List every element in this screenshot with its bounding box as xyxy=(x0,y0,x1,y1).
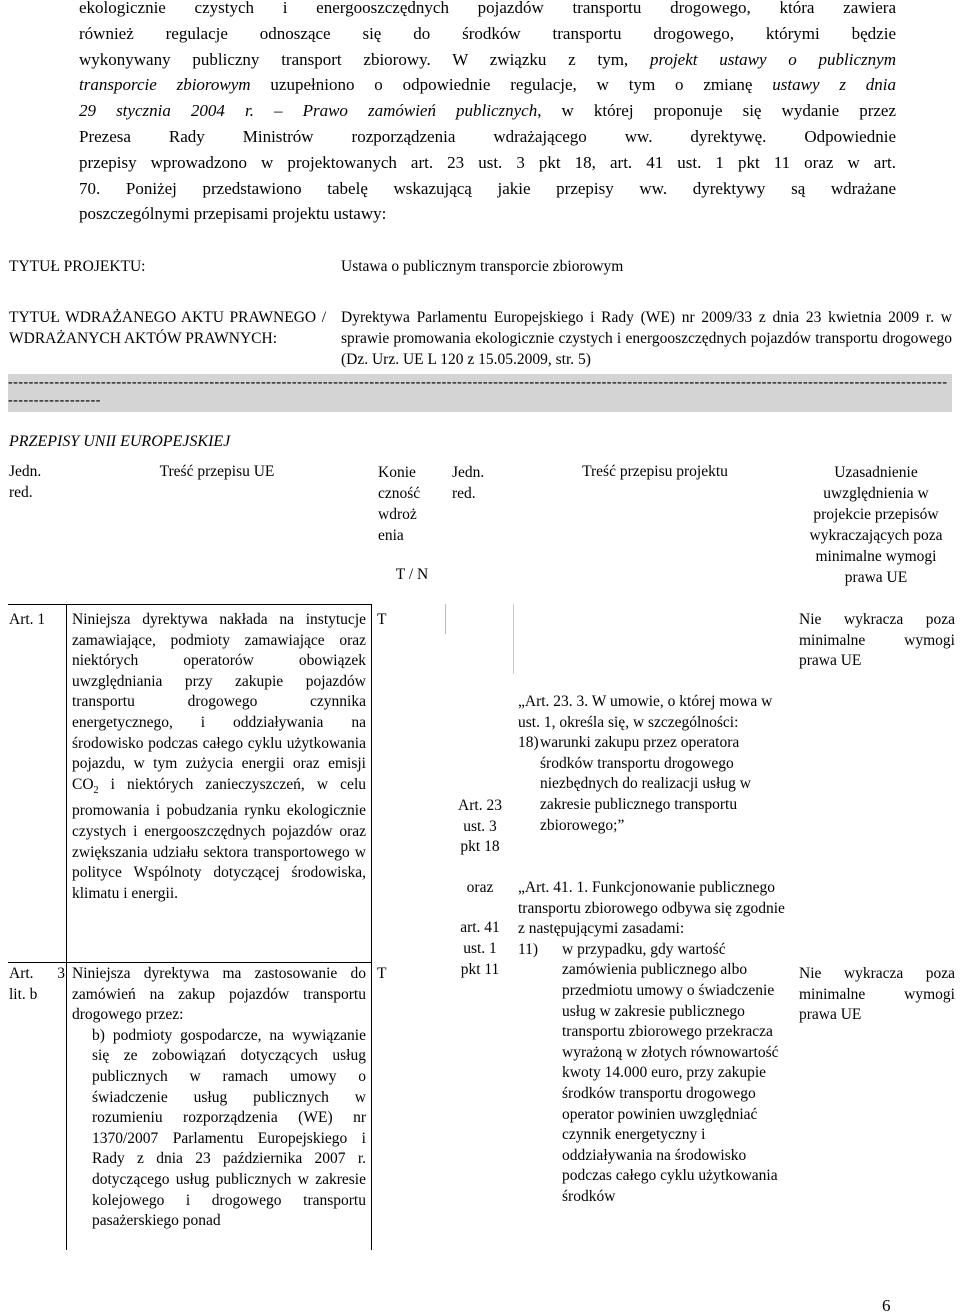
section-title: PRZEPISY UNII EUROPEJSKIEJ xyxy=(9,433,231,450)
proj-text-art41: „Art. 41. 1. Funkcjonowanie publicznego transportu zbiorowego odbywa się zgodnie z następującymi zasadami: 11) w przypadku, gdy wartość zamówienia publicznego albo przedmiotu umowy o świadczenie usług w zakresie publicznego transportu zbiorowego przekracza wyrażoną w złotych równowartość kwoty 14.000 euro, przy zakupie środków transportu drogowego operator powinien uwzględniać czynnik energetyczny i oddziaływania na środowisko podczas całego cyklu użytkowania środków xyxy=(518,879,785,1205)
row2-eu-text-item: b) podmioty gospodarcze, na wywiązanie się ze zobowiązań dotyczących usług publicznych w ramach umowy o świadczenie usług publicznych w rozumieniu rozporządzenia (WE) nr 1370/2007 Parlamentu Europejskiego i Rady z dnia 23 października 2007 r. dotyczącego usług publicznych w zakresie kolejowego i drogowego transportu pasażerskiego ponad xyxy=(92,1026,366,1230)
table-border xyxy=(371,605,372,1250)
intro-line: Prezesa Rady Ministrów rozporządzenia wdrażającego ww. dyrektywę. Odpowiednie xyxy=(79,126,896,146)
row1-need: T xyxy=(377,611,387,628)
row2-eu-text-intro: Niniejsza dyrektywa ma zastosowanie do zamówień na zakup pojazdów transportu drogowego przez: xyxy=(72,965,366,1024)
intro-line: 70. Poniżej przedstawiono tabelę wskazującą jakie przepisy ww. dyrektywy są wdrażane xyxy=(79,178,896,198)
act-title-value: Dyrektywa Parlamentu Europejskiego i Rady (WE) nr 2009/33 z dnia 23 kwietnia 2009 r. w sprawie promowania ekologicznie czystych i energooszczędnych pojazdów transportu drogowego (Dz. Urz. UE L 120 z 15.05.2009, str. 5) xyxy=(341,309,952,368)
col-header-necessity: Konie czność wdroż enia xyxy=(378,464,421,544)
table-border xyxy=(8,962,372,963)
col-header-unit: Jedn. red. xyxy=(9,463,42,501)
row2-unit: Art. 3 lit. b xyxy=(9,965,65,1003)
act-title-label: TYTUŁ WDRAŻANEGO AKTU PRAWNEGO / WDRAŻANYCH AKTÓW PRAWNYCH: xyxy=(9,309,326,347)
intro-line: ekologicznie czystych i energooszczędnych pojazdów transportu drogowego, która zawiera xyxy=(79,0,896,17)
separator-bar: -------------------------------------------------------------------------------------------------------------------------------------------------------------------------------------------------------- xyxy=(8,374,952,412)
intro-line: przepisy wprowadzono w projektowanych art. 23 ust. 3 pkt 18, art. 41 ust. 1 pkt 11 oraz w art. xyxy=(79,152,896,172)
row1-unit: Art. 1 xyxy=(9,611,46,628)
col-header-proj-text: Treść przepisu projektu xyxy=(582,463,728,480)
proj-text-art23: „Art. 23. 3. W umowie, o której mowa w ust. 1, określa się, w szczególności: 18) warunki zakupu przez operatora środków transportu drogowego niezbędnych do realizacji usług w zakresie publicznego transportu zbiorowego;” xyxy=(518,693,773,834)
table-border xyxy=(8,604,372,605)
col-header-tn: T / N xyxy=(395,566,429,583)
row2-need: T xyxy=(377,965,387,982)
proj-unit: Art. 23 ust. 3 pkt 18 oraz art. 41 ust. 1 pkt 11 xyxy=(458,797,502,978)
table-border xyxy=(513,604,514,674)
project-title-value: Ustawa o publicznym transporcie zbiorowym xyxy=(341,258,624,275)
table-border xyxy=(66,605,67,1250)
intro-paragraph xyxy=(79,0,896,227)
row1-justification: Nie wykracza poza minimalne wymogi prawa UE xyxy=(799,611,955,670)
intro-line: 29 stycznia 2004 r. – Prawo zamówień publicznych, w której proponuje się wydanie przez xyxy=(79,101,896,121)
col-header-eu-text: Treść przepisu UE xyxy=(159,463,275,480)
intro-line: poszczególnymi przepisami projektu ustawy: xyxy=(79,204,387,224)
intro-line: wykonywany publiczny transport zbiorowy. W związku z tym, projekt ustawy o publicznym xyxy=(79,49,896,69)
row2-eu-text xyxy=(72,964,366,1232)
row1-eu-text: Niniejsza dyrektywa nakłada na instytucje zamawiające, podmioty zamawiające oraz niektórych operatorów obowiązek uwzględniania przy zakupie pojazdów transportu drogowego czynnika energetycznego, i oddziaływania na środowisko podczas całego cyklu użytkowania pojazdu, w tym zużycia energii oraz emisji $CO_2$ i niektórych zanieczyszczeń, w celu promowania i pobudzania rynku ekologicznie czystych i energooszczędnych pojazdów oraz zwiększania udziału sektora transportowego w polityce Wspólnoty dotyczącej środowiska, klimatu i energii. xyxy=(72,611,366,902)
table-border xyxy=(445,604,446,634)
col-header-proj-unit: Jedn. red. xyxy=(452,464,485,502)
project-title-label: TYTUŁ PROJEKTU: xyxy=(9,258,146,275)
col-header-justification: Uzasadnienie uwzględnienia w projekcie przepisów wykraczających poza minimalne wymogi prawa UE xyxy=(809,464,943,586)
intro-line: transporcie zbiorowym uzupełniono o odpowiednie regulacje, w tym o zmianę ustawy z dnia xyxy=(79,75,896,95)
row2-justification: Nie wykracza poza minimalne wymogi prawa UE xyxy=(799,965,955,1024)
intro-line: również regulacje odnoszące się do środków transportu drogowego, którymi będzie xyxy=(79,23,896,43)
page-number: 6 xyxy=(882,1296,891,1315)
